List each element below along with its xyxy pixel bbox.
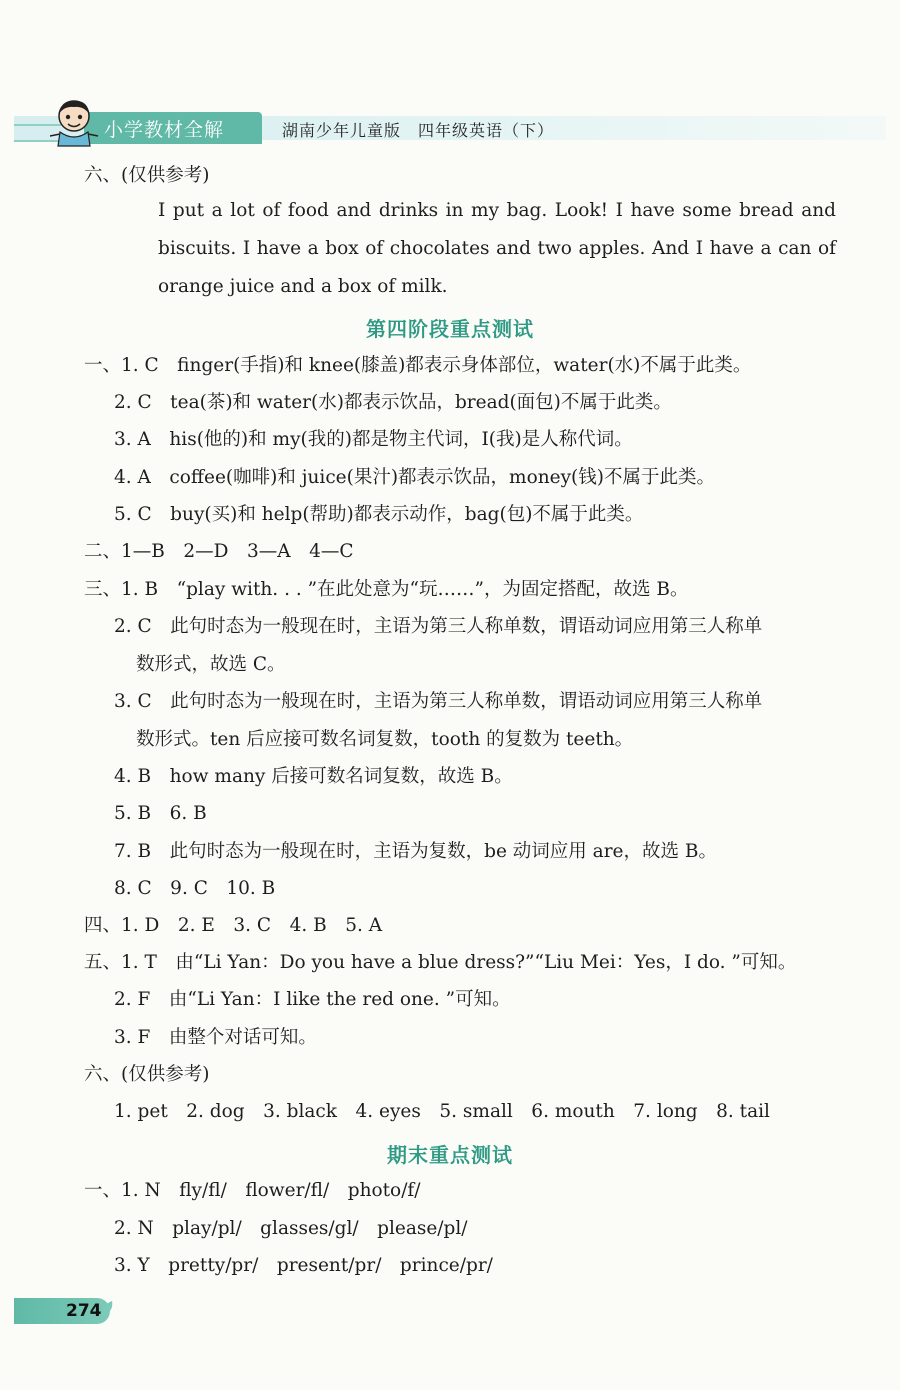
reference-paragraph — [114, 192, 836, 306]
answer-line: 三、1. B “play with. . . ”在此处意为“玩……”，为固定搭配，故选 B。 — [84, 579, 689, 600]
answer-line: 3. A his(他的)和 my(我的)都是物主代词，I(我)是人称代词。 — [114, 429, 633, 450]
answer-line: 二、1—B 2—D 3—A 4—C — [84, 541, 354, 562]
book-edition-subtitle: 湖南少年儿童版 四年级英语（下） — [282, 121, 555, 140]
section-heading-final: 期末重点测试 — [387, 1143, 513, 1167]
answer-line: 数形式。ten 后应接可数名词复数，tooth 的复数为 teeth。 — [136, 729, 634, 750]
answer-line: 3. Y pretty/pr/ present/pr/ prince/pr/ — [114, 1255, 493, 1276]
answer-line: 六、(仅供参考) — [84, 1064, 210, 1085]
answer-line: 3. F 由整个对话可知。 — [114, 1027, 317, 1048]
answer-line: 2. F 由“Li Yan：I like the red one. ”可知。 — [114, 989, 511, 1010]
answer-line: 2. C 此句时态为一般现在时，主语为第三人称单数，谓语动词应用第三人称单 — [114, 616, 763, 637]
answer-line: 四、1. D 2. E 3. C 4. B 5. A — [84, 915, 383, 936]
answer-line: 一、1. N fly/fl/ flower/fl/ photo/f/ — [84, 1180, 421, 1201]
answer-line: 1. pet 2. dog 3. black 4. eyes 5. small 6. mouth 7. long 8. tail — [114, 1101, 770, 1122]
page-number-badge — [14, 1298, 110, 1324]
boy-mascot-icon — [46, 98, 102, 148]
answer-line: 数形式，故选 C。 — [136, 654, 286, 675]
book-series-title: 小学教材全解 — [104, 119, 225, 141]
answer-line: 4. A coffee(咖啡)和 juice(果汁)都表示饮品，money(钱)不属于此类。 — [114, 467, 715, 488]
answer-line: 4. B how many 后接可数名词复数，故选 B。 — [114, 766, 513, 787]
answer-line: 5. C buy(买)和 help(帮助)都表示动作，bag(包)不属于此类。 — [114, 504, 644, 525]
answer-line: 7. B 此句时态为一般现在时，主语为复数，be 动词应用 are，故选 B。 — [114, 841, 717, 862]
paragraph-text: I put a lot of food and drinks in my bag. Look! I have some bread and biscuits. I have a box of chocolates and two apples. And I have a can of orange juice and a box of milk. — [158, 200, 836, 297]
section-label: 六、(仅供参考) — [84, 165, 210, 186]
page-number: 274 — [66, 1301, 102, 1321]
section-heading-stage4: 第四阶段重点测试 — [366, 317, 534, 341]
answer-line: 3. C 此句时态为一般现在时，主语为第三人称单数，谓语动词应用第三人称单 — [114, 691, 763, 712]
answer-line: 五、1. T 由“Li Yan：Do you have a blue dress?”“Liu Mei：Yes，I do. ”可知。 — [84, 952, 797, 973]
answer-line: 2. C tea(茶)和 water(水)都表示饮品，bread(面包)不属于此类。 — [114, 392, 672, 413]
answer-line: 一、1. C finger(手指)和 knee(膝盖)都表示身体部位，water(水)不属于此类。 — [84, 355, 752, 376]
answer-line: 2. N play/pl/ glasses/gl/ please/pl/ — [114, 1218, 468, 1239]
answer-line: 8. C 9. C 10. B — [114, 878, 276, 899]
page-header — [14, 98, 886, 146]
leaf-icon — [100, 1300, 114, 1318]
answer-line: 5. B 6. B — [114, 803, 207, 824]
